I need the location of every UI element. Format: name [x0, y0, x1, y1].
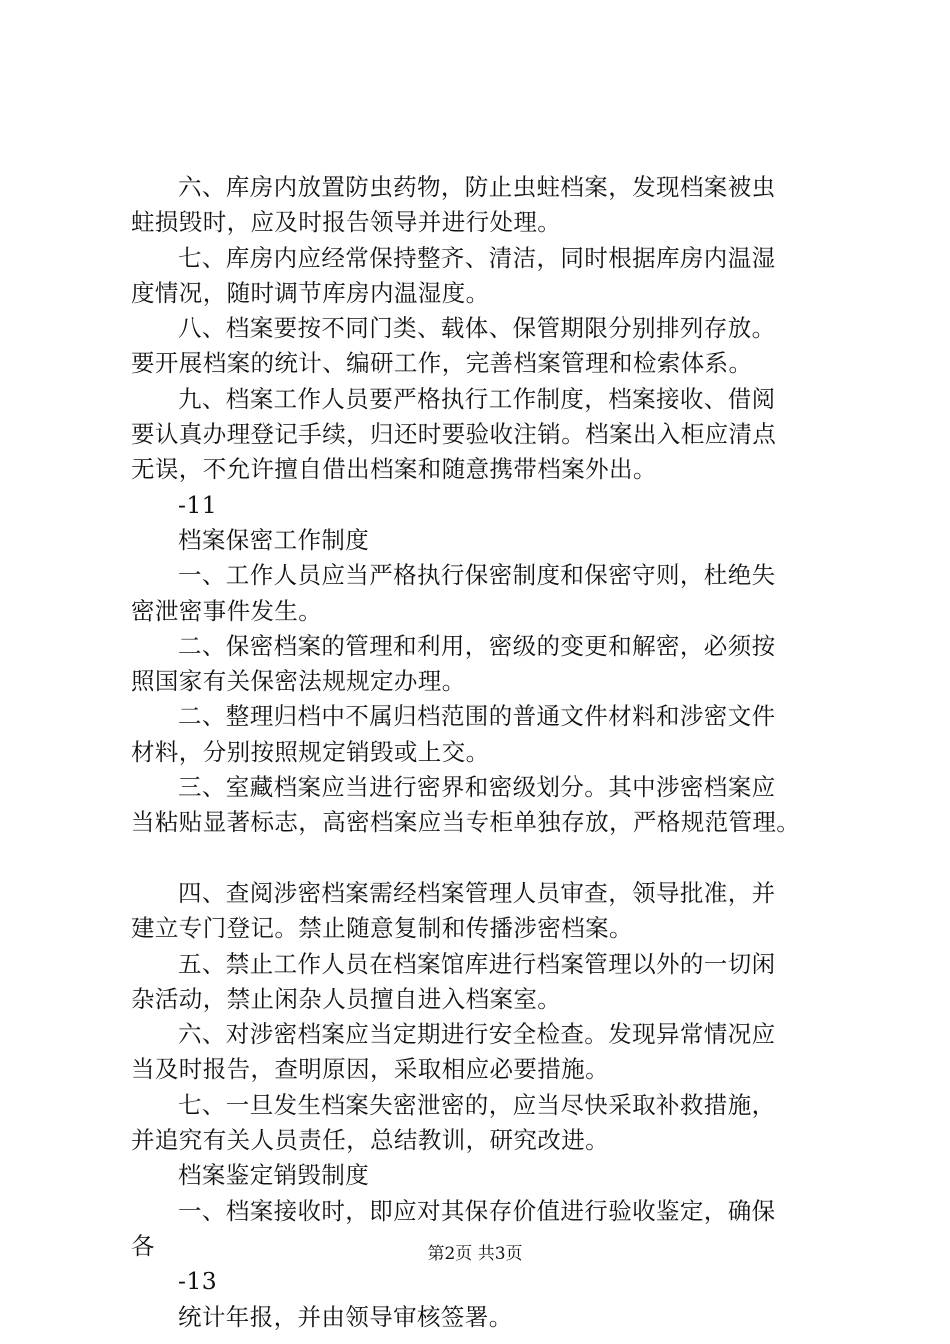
text-line: 六、库房内放置防虫药物，防止虫蛀档案，发现档案被虫 — [178, 173, 776, 201]
text-line: 八、档案要按不同门类、载体、保管期限分别排列存放。 — [178, 314, 776, 343]
text-line: 材料，分别按照规定销毁或上交。 — [131, 737, 490, 766]
text-line: 照国家有关保密法规规定办理。 — [131, 667, 466, 696]
text-line: 一、工作人员应当严格执行保密制度和保密守则，杜绝失 — [178, 561, 776, 590]
text-line: 二、整理归档中不属归档范围的普通文件材料和涉密文件 — [178, 702, 776, 731]
text-line: 七、库房内应经常保持整齐、清洁，同时根据库房内温湿 — [178, 243, 776, 272]
text-line: 统计年报，并由领导审核签署。 — [178, 1302, 513, 1331]
text-line: 一、档案接收时，即应对其保存价值进行验收鉴定，确保 — [178, 1196, 776, 1225]
text-line: 杂活动，禁止闲杂人员擅自进入档案室。 — [131, 984, 562, 1013]
text-line: 五、禁止工作人员在档案馆库进行档案管理以外的一切闲 — [178, 949, 776, 978]
text-line: 四、查阅涉密档案需经档案管理人员审查，领导批准，并 — [178, 878, 776, 907]
text-line: 档案保密工作制度 — [178, 525, 370, 554]
text-line: 并追究有关人员责任，总结教训，研究改进。 — [131, 1126, 609, 1155]
text-line: -11 — [178, 490, 218, 519]
text-line: 三、室藏档案应当进行密界和密级划分。其中涉密档案应 — [178, 773, 776, 802]
text-line: 各 — [131, 1231, 155, 1260]
text-line: 档案鉴定销毁制度 — [178, 1161, 370, 1190]
text-line: 七、一旦发生档案失密泄密的，应当尽快采取补救措施， — [178, 1090, 776, 1119]
text-line: 建立专门登记。禁止随意复制和传播涉密档案。 — [131, 914, 633, 943]
text-line: 九、档案工作人员要严格执行工作制度，档案接收、借阅 — [178, 384, 776, 413]
text-line: -13 — [178, 1267, 218, 1296]
text-line: 无误，不允许擅自借出档案和随意携带档案外出。 — [131, 455, 657, 484]
text-line: 蛀损毁时，应及时报告领导并进行处理。 — [131, 208, 562, 237]
text-line: 密泄密事件发生。 — [131, 596, 323, 625]
text-line: 当粘贴显著标志，高密档案应当专柜单独存放，严格规范管理。 — [131, 808, 801, 837]
page-footer: 第2页 共3页 — [427, 1244, 523, 1264]
blank-line — [131, 841, 846, 876]
text-line: 要开展档案的统计、编研工作，完善档案管理和检索体系。 — [131, 349, 753, 378]
text-line: 要认真办理登记手续，归还时要验收注销。档案出入柜应清点 — [131, 420, 777, 449]
document-body — [131, 170, 846, 1335]
text-line: 当及时报告，查明原因，采取相应必要措施。 — [131, 1055, 609, 1084]
text-line: 六、对涉密档案应当定期进行安全检查。发现异常情况应 — [178, 1020, 776, 1049]
text-line: 二、保密档案的管理和利用，密级的变更和解密，必须按 — [178, 631, 776, 660]
text-line: 度情况，随时调节库房内温湿度。 — [131, 278, 490, 307]
